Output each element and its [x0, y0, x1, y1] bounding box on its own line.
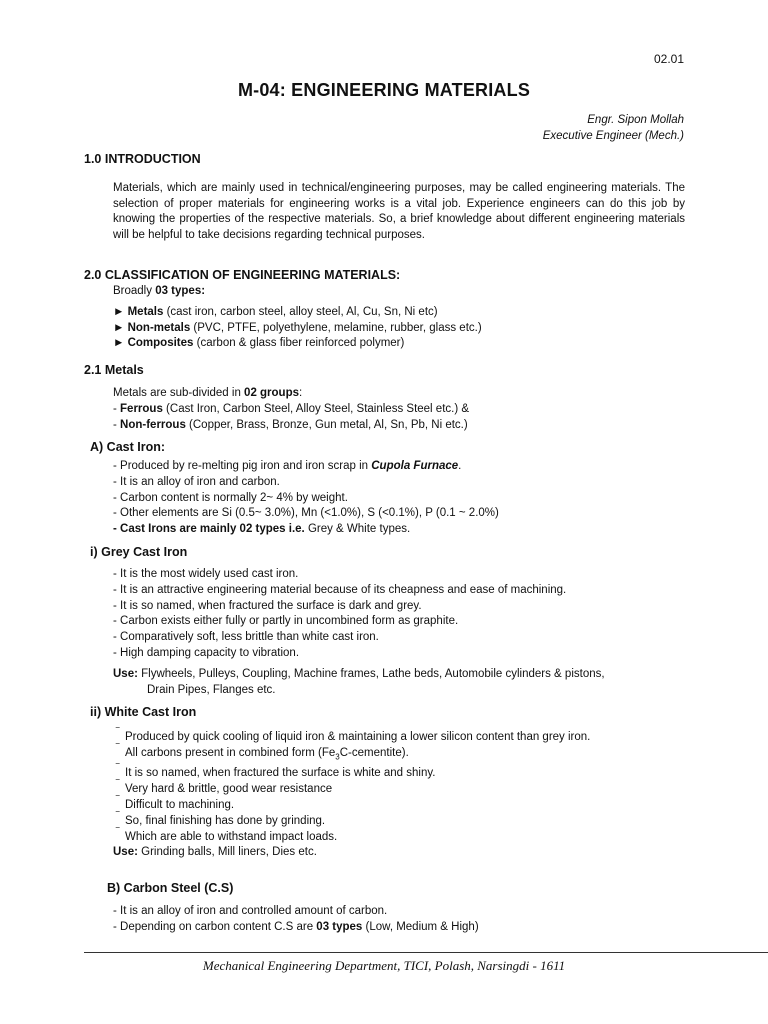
list-item: ► Metals (cast iron, carbon steel, alloy steel, Al, Cu, Sn, Ni etc): [113, 305, 438, 318]
arrow-icon: ►: [113, 305, 125, 318]
cast-iron-list: [113, 459, 499, 538]
grey-cast-iron-use: Use: Flywheels, Pulleys, Coupling, Machine frames, Lathe beds, Automobile cylinders & pistons, Drain Pipes, Flanges etc.: [113, 668, 605, 696]
list-item: - It is an attractive engineering material because of its cheapness and ease of machining.: [113, 583, 567, 596]
list-item: - Ferrous (Cast Iron, Carbon Steel, Alloy Steel, Stainless Steel etc.) &: [113, 402, 470, 415]
metals-groups: [113, 386, 469, 433]
grey-cast-iron-list: [113, 567, 566, 662]
list-item: ‾ So, final finishing has done by grinding.: [116, 811, 326, 828]
section-heading-grey-cast-iron: i) Grey Cast Iron: [90, 545, 188, 559]
bullet-icon: ‾: [116, 827, 120, 839]
classification-list: [113, 284, 482, 352]
author-block: [543, 112, 684, 144]
list-item: ► Composites (carbon & glass fiber reinforced polymer): [113, 337, 405, 350]
section-heading-white-cast-iron: ii) White Cast Iron: [90, 705, 197, 719]
white-cast-iron-list: [116, 729, 590, 845]
bullet-icon: ‾: [116, 743, 120, 754]
list-item: ‾ Produced by quick cooling of liquid iron & maintaining a lower silicon content than grey iron.: [116, 727, 591, 743]
introduction-paragraph: Materials, which are mainly used in technical/engineering purposes, may be called engineering materials. The selection of proper materials for engineering works is a vital job. Experience engineers can do this job by knowing the properties of the respective materials. So, a brief knowledge about different engineering materials will be helpful to take decisions regarding technical purposes.: [113, 182, 685, 241]
list-item: - Comparatively soft, less brittle than white cast iron.: [113, 631, 379, 644]
list-item: - Carbon exists either fully or partly in uncombined form as graphite.: [113, 615, 459, 628]
list-item: - Carbon content is normally 2~ 4% by weight.: [113, 491, 348, 504]
author-designation: Executive Engineer (Mech.): [542, 130, 684, 142]
section-heading-introduction: 1.0 INTRODUCTION: [84, 152, 201, 166]
page-number: 02.01: [653, 52, 684, 66]
list-item: - Depending on carbon content C.S are 03 types (Low, Medium & High): [113, 920, 479, 933]
section-heading-carbon-steel: B) Carbon Steel (C.S): [107, 881, 234, 895]
list-item: ► Non-metals (PVC, PTFE, polyethylene, melamine, rubber, glass etc.): [113, 321, 482, 334]
arrow-icon: ►: [113, 337, 125, 350]
list-item: - It is an alloy of iron and controlled amount of carbon.: [113, 905, 388, 917]
list-item: ‾ Very hard & brittle, good wear resistance: [116, 779, 333, 796]
list-item: ‾ All carbons present in combined form $(Fe_3C-cementite)$.: [116, 743, 409, 762]
arrow-icon: ►: [113, 321, 125, 334]
list-item: - It is the most widely used cast iron.: [113, 568, 299, 580]
footer-divider: [84, 952, 768, 953]
metals-intro: Metals are sub-divided in 02 groups:: [113, 387, 303, 399]
classification-intro: Broadly 03 types:: [113, 285, 206, 297]
list-item: - Non-ferrous (Copper, Brass, Bronze, Gun metal, Al, Sn, Pb, Ni etc.): [113, 418, 468, 431]
section-heading-classification: 2.0 CLASSIFICATION OF ENGINEERING MATERIALS:: [84, 268, 401, 282]
carbon-steel-list: [113, 904, 479, 936]
list-item: ‾ It is so named, when fractured the surface is white and shiny.: [116, 763, 436, 780]
author-name: Engr. Sipon Mollah: [587, 114, 684, 126]
document-title: M-04: ENGINEERING MATERIALS: [237, 80, 531, 100]
bullet-icon: ‾: [116, 811, 120, 823]
white-cast-iron-use: Use: Grinding balls, Mill liners, Dies etc.: [113, 846, 317, 858]
list-item: - It is so named, when fractured the surface is dark and grey.: [113, 599, 422, 612]
bullet-icon: ‾: [116, 795, 120, 807]
list-item: ‾ Which are able to withstand impact loads.: [116, 827, 338, 844]
page-footer: Mechanical Engineering Department, TICI, Polash, Narsingdi - 1611: [202, 958, 566, 973]
bullet-icon: ‾: [116, 763, 120, 775]
bullet-icon: ‾: [116, 779, 120, 791]
list-item: ‾ Difficult to machining.: [116, 795, 235, 812]
list-item: - Cast Irons are mainly 02 types i.e. Grey & White types.: [113, 523, 411, 536]
list-item: - Produced by re-melting pig iron and iron scrap in Cupola Furnace.: [113, 460, 462, 472]
list-item: - High damping capacity to vibration.: [113, 646, 300, 659]
section-heading-cast-iron: A) Cast Iron:: [90, 440, 165, 454]
bullet-icon: ‾: [116, 727, 120, 738]
section-heading-metals: 2.1 Metals: [84, 363, 144, 377]
list-item: - It is an alloy of iron and carbon.: [113, 475, 280, 488]
list-item: - Other elements are Si (0.5~ 3.0%), Mn (<1.0%), S (<0.1%), P (0.1 ~ 2.0%): [113, 507, 499, 520]
